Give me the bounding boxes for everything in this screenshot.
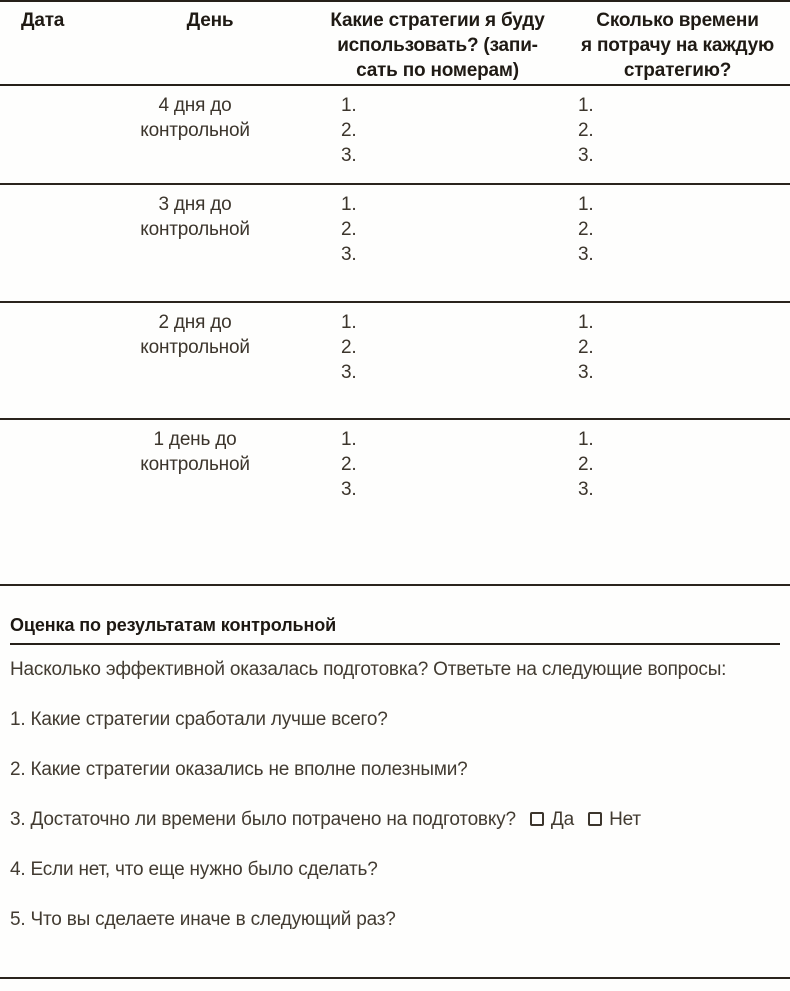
- time-cell: [565, 85, 790, 184]
- day-cell: 1 день до контрольной: [140, 429, 250, 475]
- question-4: 4. Если нет, что еще нужно было сделать?: [10, 859, 378, 880]
- strategy-line: 3.: [341, 479, 357, 500]
- date-cell: [0, 419, 110, 585]
- table-header-row: [0, 1, 790, 85]
- strategy-line: 1.: [341, 194, 357, 215]
- strategies-cell: [310, 85, 565, 184]
- time-line: 1.: [578, 95, 594, 116]
- time-line: 2.: [578, 337, 594, 358]
- strategies-cell: [310, 419, 565, 585]
- col-header-time-line2: я потрачу на каждую: [580, 35, 774, 56]
- checkbox-yes[interactable]: [530, 812, 544, 826]
- time-line: 3.: [578, 362, 594, 383]
- time-line: 2.: [578, 120, 594, 141]
- time-line: 1.: [578, 194, 594, 215]
- time-line: 3.: [578, 145, 594, 166]
- col-header-date: [0, 1, 110, 85]
- col-header-date-label: Дата: [21, 10, 65, 31]
- day-cell: 3 дня до контрольной: [140, 194, 250, 240]
- strategy-line: 3.: [341, 362, 357, 383]
- strategy-line: 3.: [341, 244, 357, 265]
- day-cell: 2 дня до контрольной: [140, 312, 250, 358]
- col-header-strategies-line1: Какие стратегии я буду: [330, 10, 545, 31]
- date-cell: [0, 184, 110, 302]
- col-header-day-label: День: [186, 10, 234, 31]
- question-5: 5. Что вы сделаете иначе в следующий раз?: [10, 909, 396, 930]
- strategy-line: 2.: [341, 219, 357, 240]
- date-cell: [0, 302, 110, 419]
- evaluation-section: [0, 613, 790, 979]
- strategy-line: 2.: [341, 120, 357, 141]
- time-line: 3.: [578, 479, 594, 500]
- evaluation-title: Оценка по результатам контрольной: [10, 613, 780, 645]
- col-header-strategies-line2: использовать? (запи-: [337, 35, 538, 56]
- strategy-line: 3.: [341, 145, 357, 166]
- time-cell: [565, 184, 790, 302]
- strategy-line: 1.: [341, 95, 357, 116]
- question-3: [10, 807, 780, 832]
- table-row: [0, 85, 790, 184]
- table-row: [0, 184, 790, 302]
- col-header-time-line1: Сколько времени: [596, 10, 759, 31]
- checkbox-no-label: Нет: [609, 809, 641, 830]
- checkbox-no[interactable]: [588, 812, 602, 826]
- date-cell: [0, 85, 110, 184]
- strategies-cell: [310, 302, 565, 419]
- strategy-line: 1.: [341, 312, 357, 333]
- question-1: 1. Какие стратегии сработали лучше всего?: [10, 709, 388, 730]
- time-line: 3.: [578, 244, 594, 265]
- time-line: 1.: [578, 312, 594, 333]
- time-line: 1.: [578, 429, 594, 450]
- col-header-day: [110, 1, 310, 85]
- evaluation-intro: Насколько эффективной оказалась подготовка? Ответьте на следующие вопросы:: [10, 659, 727, 680]
- table-row: [0, 302, 790, 419]
- bottom-divider: [0, 977, 790, 979]
- col-header-strategies-line3: сать по номерам): [356, 60, 519, 81]
- time-line: 2.: [578, 454, 594, 475]
- day-cell: 4 дня до контрольной: [140, 95, 250, 141]
- strategies-cell: [310, 184, 565, 302]
- time-cell: [565, 419, 790, 585]
- time-cell: [565, 302, 790, 419]
- strategy-line: 1.: [341, 429, 357, 450]
- col-header-time-line3: стратегию?: [623, 60, 732, 81]
- col-header-time: [565, 1, 790, 85]
- col-header-strategies: [310, 1, 565, 85]
- checkbox-yes-label: Да: [550, 809, 574, 830]
- strategy-line: 2.: [341, 454, 357, 475]
- time-line: 2.: [578, 219, 594, 240]
- table-row: [0, 419, 790, 585]
- strategy-line: 2.: [341, 337, 357, 358]
- question-3-text: 3. Достаточно ли времени было потрачено на подготовку?: [10, 809, 516, 830]
- question-2: 2. Какие стратегии оказались не вполне полезными?: [10, 759, 468, 780]
